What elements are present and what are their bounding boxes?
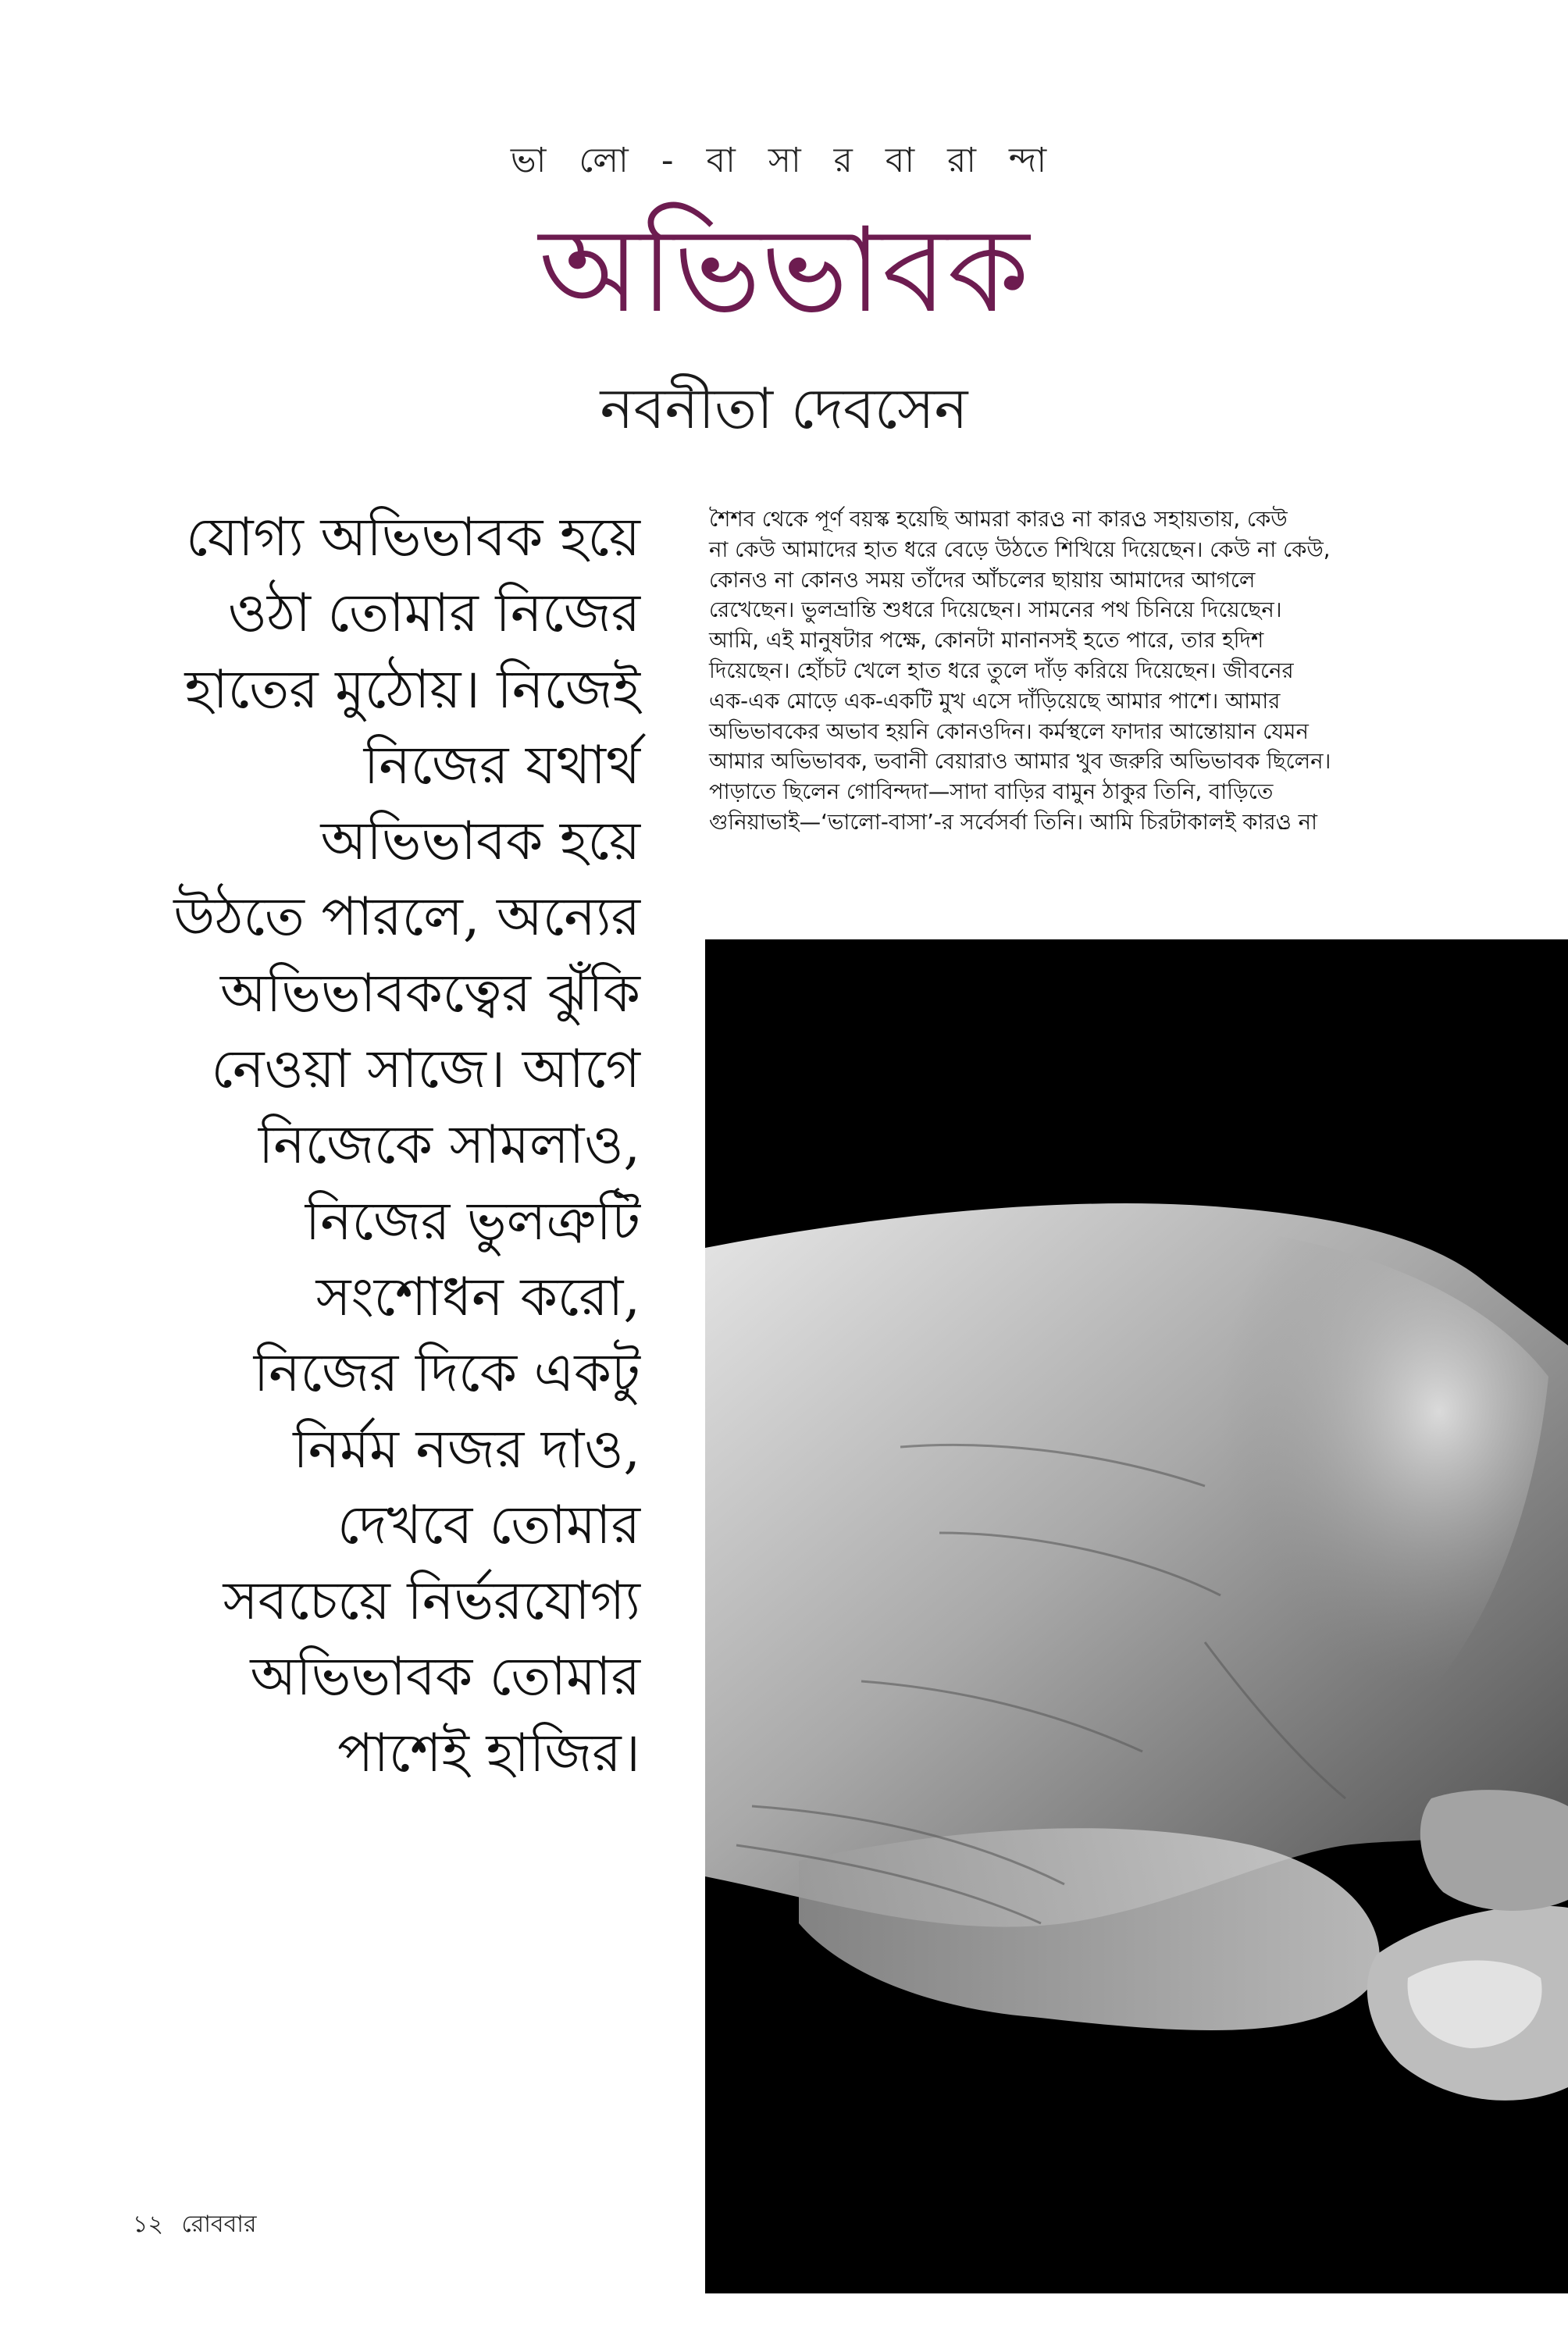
magazine-name: রোববার bbox=[181, 2211, 257, 2238]
pull-quote-line: নিজের যথার্থ bbox=[363, 734, 640, 796]
pull-quote-line: নিজেকে সামলাও, bbox=[258, 1114, 640, 1177]
body-line: গুনিয়াভাই—‘ভালো-বাসা’-র সর্বেসর্বা তিনি। আমি চিরটাকালই কারও্র না bbox=[709, 809, 1317, 835]
hand-illustration bbox=[705, 939, 1568, 2293]
body-line: দিয়েছেন। হোঁচট খেলে হাত ধরে তুলে দাঁড় করিয়ে দিয়েছেন। জীবনের bbox=[709, 657, 1294, 683]
pull-quote-line: নেওয়া সাজে। আগে bbox=[211, 1039, 640, 1101]
article-title: অভিভাবক bbox=[538, 203, 1030, 339]
clasped-hands-photo bbox=[705, 939, 1568, 2293]
pull-quote-line: সংশোধন করো, bbox=[315, 1266, 640, 1328]
pull-quote-line: হাতের মুঠোয়। নিজেই bbox=[184, 658, 640, 721]
section-kicker: ভা লো - বা সা র বা রা ন্দা bbox=[510, 141, 1058, 180]
pull-quote-line: পাশেই হাজির। bbox=[337, 1722, 640, 1784]
pull-quote-line: নিজের ভুলত্রুটি bbox=[305, 1190, 640, 1253]
pull-quote-line: ওঠা তোমার নিজের bbox=[227, 583, 640, 645]
pull-quote-line: সবচেয়ে নির্ভরযোগ্য bbox=[223, 1570, 640, 1633]
pull-quote bbox=[133, 500, 640, 1791]
pull-quote-line: অভিভাবক হয়ে bbox=[320, 811, 640, 873]
pull-quote-line: অভিভাবকত্বের ঝুঁকি bbox=[219, 962, 640, 1025]
pull-quote-line: নিজের দিকে একটু bbox=[253, 1342, 640, 1405]
pull-quote-line: দেখবে তোমার bbox=[337, 1494, 640, 1556]
author-byline: নবনীতা দেবসেন bbox=[600, 376, 968, 441]
body-line: আমার অভিভাবক, ভবানী বেয়ারাও আমার খুব জরুরি অভিভাবক ছিলেন। bbox=[709, 749, 1331, 775]
page-footer bbox=[133, 2205, 257, 2245]
page-number: ১২ bbox=[133, 2211, 163, 2238]
pull-quote-line: অভিভাবক তোমার bbox=[250, 1646, 640, 1709]
body-line: কোনও না কোনও সময় তাঁদের আঁচলের ছায়ায় আমাদের আগলে bbox=[709, 567, 1256, 593]
body-line: পাড়াতে ছিলেন গোবিন্দদা—সাদা বাড়ির বামুন ঠাকুর তিনি, বাড়িতে bbox=[709, 779, 1274, 805]
pull-quote-line: নির্মম নজর দাও, bbox=[293, 1418, 640, 1481]
pull-quote-line: উঠতে পারলে, অন্যের bbox=[173, 886, 640, 949]
body-line: রেখেছেন। ভুলভ্রান্তি শুধরে দিয়েছেন। সামনের পথ চিনিয়ে দিয়েছেন। bbox=[709, 597, 1282, 623]
body-line: এক-এক মোড়ে এক-একটি মুখ এসে দাঁড়িয়েছে আমার পাশে। আমার bbox=[709, 688, 1281, 714]
article-body bbox=[709, 504, 1443, 838]
pull-quote-line: যোগ্য অভিভাবক হয়ে bbox=[186, 507, 640, 568]
body-line: না কেউ আমাদের হাত ধরে বেড়ে উঠতে শিখিয়ে দিয়েছেন। কেউ না কেউ, bbox=[709, 536, 1331, 562]
body-line: শৈশব থেকে পূর্ণ বয়স্ক হয়েছি আমরা কারও্র না কারও্র সহায়তায়, কেউ bbox=[709, 507, 1288, 532]
body-line: আমি, এই মানুষটার পক্ষে, কোনটা মানানসই হতে পারে, তার হদিশ bbox=[709, 628, 1264, 654]
body-line: অভিভাবকের অভাব হয়নি কোনওদিন। কর্মস্থলে ফাদার আন্তোয়ান যেমন bbox=[709, 718, 1309, 744]
